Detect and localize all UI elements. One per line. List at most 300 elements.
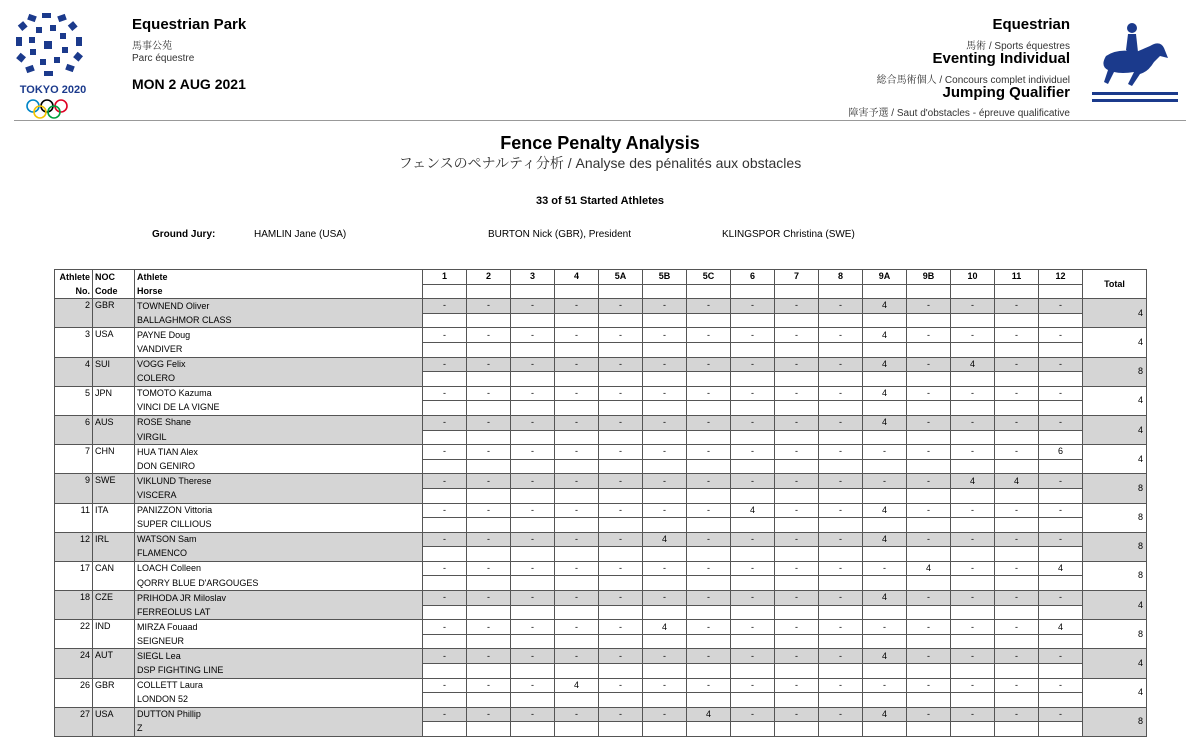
fence-penalty: - xyxy=(731,561,775,576)
fence-penalty-sub xyxy=(995,605,1039,620)
fence-penalty-sub xyxy=(511,430,555,445)
fence-penalty: 4 xyxy=(951,474,995,489)
fence-penalty-sub xyxy=(995,693,1039,708)
fence-penalty-sub xyxy=(995,401,1039,416)
fence-penalty-sub xyxy=(467,372,511,387)
report-subtitle: フェンスのペナルティ分析 / Analyse des pénalités aux obstacles xyxy=(398,155,802,171)
fence-penalty: - xyxy=(995,678,1039,693)
table-row xyxy=(55,430,1147,445)
fence-penalty: - xyxy=(775,532,819,547)
fence-penalty-sub xyxy=(775,488,819,503)
fence-penalty: - xyxy=(819,503,863,518)
event-name-translations: 総合馬術個人 / Concours complet individuel xyxy=(876,75,1070,86)
fence-penalty: - xyxy=(731,707,775,722)
fence-penalty-sub xyxy=(555,313,599,328)
fence-penalty-sub xyxy=(819,401,863,416)
athlete-name: DUTTON Phillip xyxy=(135,707,423,722)
col-fence: 9B xyxy=(907,270,951,285)
report-title: Fence Penalty Analysis xyxy=(500,133,700,153)
fence-penalty-sub xyxy=(687,372,731,387)
fence-penalty-sub xyxy=(863,401,907,416)
fence-penalty: - xyxy=(423,386,467,401)
total-penalty: 4 xyxy=(1083,591,1147,620)
fence-penalty-sub xyxy=(687,693,731,708)
fence-penalty-sub xyxy=(731,488,775,503)
table-row xyxy=(55,649,1147,664)
fence-penalty-sub xyxy=(775,430,819,445)
fence-penalty-sub xyxy=(819,605,863,620)
fence-penalty: - xyxy=(995,445,1039,460)
total-penalty: 4 xyxy=(1083,649,1147,678)
fence-penalty-sub xyxy=(467,664,511,679)
fence-penalty-sub xyxy=(951,342,995,357)
fence-penalty-sub xyxy=(423,342,467,357)
fence-penalty-sub xyxy=(511,459,555,474)
fence-penalty: - xyxy=(819,474,863,489)
horse-name: BALLAGHMOR CLASS xyxy=(135,313,423,328)
fence-penalty: - xyxy=(731,299,775,314)
fence-penalty: - xyxy=(687,445,731,460)
fence-penalty: - xyxy=(599,707,643,722)
fence-penalty: - xyxy=(423,620,467,635)
fence-penalty-sub xyxy=(1039,722,1083,737)
col-fence-sub xyxy=(555,284,599,299)
fence-penalty-sub xyxy=(511,576,555,591)
fence-penalty: - xyxy=(423,445,467,460)
fence-penalty: - xyxy=(423,299,467,314)
fence-penalty: - xyxy=(819,561,863,576)
fence-penalty: - xyxy=(1039,649,1083,664)
fence-penalty-sub xyxy=(643,722,687,737)
fence-penalty: - xyxy=(775,503,819,518)
started-athletes: 33 of 51 Started Athletes xyxy=(536,195,664,207)
fence-penalty: - xyxy=(863,620,907,635)
fence-penalty-sub xyxy=(555,430,599,445)
fence-penalty-sub xyxy=(995,634,1039,649)
fence-penalty-sub xyxy=(907,313,951,328)
fence-penalty-sub xyxy=(951,401,995,416)
fence-penalty: - xyxy=(467,386,511,401)
fence-penalty-sub xyxy=(907,459,951,474)
fence-penalty-sub xyxy=(555,693,599,708)
fence-penalty-sub xyxy=(863,459,907,474)
fence-penalty-sub xyxy=(951,722,995,737)
table-row xyxy=(55,474,1147,489)
fence-penalty-sub xyxy=(555,634,599,649)
fence-penalty: - xyxy=(555,561,599,576)
fence-penalty: - xyxy=(775,445,819,460)
fence-penalty-sub xyxy=(687,430,731,445)
fence-penalty: - xyxy=(1039,357,1083,372)
fence-penalty-sub xyxy=(687,518,731,533)
fence-penalty-sub xyxy=(819,372,863,387)
fence-penalty: - xyxy=(995,649,1039,664)
fence-penalty-sub xyxy=(907,693,951,708)
fence-penalty: - xyxy=(775,415,819,430)
fence-penalty: 4 xyxy=(731,503,775,518)
col-fence: 4 xyxy=(555,270,599,285)
fence-penalty-sub xyxy=(907,605,951,620)
fence-penalty-sub xyxy=(819,459,863,474)
fence-penalty-sub xyxy=(1039,488,1083,503)
noc-code: IRL xyxy=(93,532,135,561)
athlete-name: PRIHODA JR Miloslav xyxy=(135,591,423,606)
col-fence-sub xyxy=(687,284,731,299)
fence-penalty-sub xyxy=(951,313,995,328)
fence-penalty: - xyxy=(687,503,731,518)
fence-penalty: - xyxy=(907,620,951,635)
col-fence-sub xyxy=(467,284,511,299)
total-penalty: 4 xyxy=(1083,299,1147,328)
fence-penalty-sub xyxy=(511,342,555,357)
fence-penalty: - xyxy=(599,474,643,489)
fence-penalty-sub xyxy=(599,342,643,357)
fence-penalty: - xyxy=(775,357,819,372)
athlete-no: 18 xyxy=(55,591,93,620)
fence-penalty-sub xyxy=(555,547,599,562)
fence-penalty: - xyxy=(643,678,687,693)
fence-penalty: 4 xyxy=(863,415,907,430)
noc-code: AUT xyxy=(93,649,135,678)
fence-penalty-sub xyxy=(687,722,731,737)
fence-penalty: - xyxy=(863,561,907,576)
fence-penalty: - xyxy=(423,561,467,576)
fence-penalty: - xyxy=(819,678,863,693)
fence-penalty: 4 xyxy=(863,591,907,606)
fence-penalty-sub xyxy=(775,372,819,387)
noc-code: JPN xyxy=(93,386,135,415)
fence-penalty: - xyxy=(599,386,643,401)
table-row xyxy=(55,664,1147,679)
total-penalty: 8 xyxy=(1083,474,1147,503)
noc-code: IND xyxy=(93,620,135,649)
athlete-no: 4 xyxy=(55,357,93,386)
fence-penalty-sub xyxy=(863,342,907,357)
fence-penalty-sub xyxy=(863,547,907,562)
fence-penalty: 4 xyxy=(643,620,687,635)
athlete-no: 17 xyxy=(55,561,93,590)
fence-penalty: - xyxy=(951,620,995,635)
fence-penalty-sub xyxy=(599,459,643,474)
fence-penalty-sub xyxy=(423,547,467,562)
fence-penalty: - xyxy=(511,386,555,401)
fence-penalty-sub xyxy=(467,693,511,708)
fence-penalty: - xyxy=(995,561,1039,576)
fence-penalty: - xyxy=(555,649,599,664)
fence-penalty-sub xyxy=(511,547,555,562)
fence-penalty: - xyxy=(775,620,819,635)
fence-penalty-sub xyxy=(687,576,731,591)
fence-penalty: - xyxy=(951,591,995,606)
table-row xyxy=(55,634,1147,649)
fence-penalty: - xyxy=(511,532,555,547)
fence-penalty: - xyxy=(423,503,467,518)
fence-penalty-sub xyxy=(555,459,599,474)
fence-penalty-sub xyxy=(599,693,643,708)
phase-name-translations: 障害予選 / Saut d'obstacles - épreuve qualificative xyxy=(848,108,1070,119)
table-row xyxy=(55,299,1147,314)
fence-penalty-sub xyxy=(995,576,1039,591)
fence-penalty: - xyxy=(731,328,775,343)
fence-penalty: - xyxy=(555,532,599,547)
fence-penalty: - xyxy=(731,532,775,547)
fence-penalty-sub xyxy=(731,605,775,620)
fence-penalty: - xyxy=(819,707,863,722)
fence-penalty-sub xyxy=(467,401,511,416)
fence-penalty-sub xyxy=(863,430,907,445)
fence-penalty: - xyxy=(467,649,511,664)
horse-name: VIRGIL xyxy=(135,430,423,445)
total-penalty: 8 xyxy=(1083,707,1147,736)
fence-penalty-sub xyxy=(819,722,863,737)
athlete-no: 27 xyxy=(55,707,93,736)
fence-penalty-sub xyxy=(643,488,687,503)
fence-penalty-sub xyxy=(907,664,951,679)
fence-penalty-sub xyxy=(995,547,1039,562)
fence-penalty: - xyxy=(643,503,687,518)
noc-code: CZE xyxy=(93,591,135,620)
fence-penalty: - xyxy=(819,328,863,343)
fence-penalty: - xyxy=(1039,328,1083,343)
col-fence-sub xyxy=(599,284,643,299)
total-penalty: 8 xyxy=(1083,532,1147,561)
fence-penalty: - xyxy=(643,415,687,430)
fence-penalty-sub xyxy=(643,576,687,591)
fence-penalty-sub xyxy=(775,722,819,737)
col-fence: 7 xyxy=(775,270,819,285)
fence-penalty-sub xyxy=(467,518,511,533)
fence-penalty-sub xyxy=(863,518,907,533)
table-row xyxy=(55,678,1147,693)
noc-code: CHN xyxy=(93,445,135,474)
table-row xyxy=(55,401,1147,416)
fence-penalty: - xyxy=(819,649,863,664)
fence-penalty-sub xyxy=(511,313,555,328)
fence-penalty-sub xyxy=(1039,693,1083,708)
fence-penalty-sub xyxy=(995,722,1039,737)
fence-penalty: - xyxy=(599,445,643,460)
fence-penalty-sub xyxy=(467,430,511,445)
fence-penalty-sub xyxy=(467,342,511,357)
fence-penalty-sub xyxy=(819,576,863,591)
noc-code: SWE xyxy=(93,474,135,503)
fence-penalty-sub xyxy=(995,459,1039,474)
header-row xyxy=(55,284,1147,299)
fence-penalty-sub xyxy=(423,722,467,737)
fence-penalty-sub xyxy=(731,576,775,591)
fence-penalty: - xyxy=(819,620,863,635)
col-fence: 5B xyxy=(643,270,687,285)
fence-penalty-sub xyxy=(819,430,863,445)
col-fence: 10 xyxy=(951,270,995,285)
athlete-name: SIEGL Lea xyxy=(135,649,423,664)
fence-penalty-sub xyxy=(599,547,643,562)
col-noc-code: NOC xyxy=(93,270,135,285)
table-row xyxy=(55,547,1147,562)
fence-penalty: - xyxy=(687,357,731,372)
fence-penalty: - xyxy=(1039,591,1083,606)
fence-penalty: - xyxy=(555,591,599,606)
fence-penalty: - xyxy=(775,649,819,664)
fence-penalty-sub xyxy=(819,488,863,503)
fence-penalty-sub xyxy=(819,342,863,357)
venue-name: Equestrian Park xyxy=(132,16,247,33)
fence-penalty-sub xyxy=(599,634,643,649)
col-fence-sub xyxy=(511,284,555,299)
fence-penalty: - xyxy=(687,415,731,430)
fence-penalty-sub xyxy=(1039,401,1083,416)
fence-penalty: - xyxy=(995,357,1039,372)
fence-penalty: - xyxy=(467,474,511,489)
fence-penalty: - xyxy=(511,503,555,518)
athlete-no: 5 xyxy=(55,386,93,415)
fence-penalty: - xyxy=(951,678,995,693)
fence-penalty: - xyxy=(511,328,555,343)
fence-penalty: - xyxy=(907,357,951,372)
fence-penalty: 4 xyxy=(907,561,951,576)
fence-penalty-sub xyxy=(863,488,907,503)
fence-penalty-sub xyxy=(643,401,687,416)
fence-penalty-table xyxy=(54,269,1147,737)
fence-penalty: - xyxy=(643,474,687,489)
fence-penalty-sub xyxy=(1039,459,1083,474)
horse-name: SUPER CILLIOUS xyxy=(135,518,423,533)
athlete-no: 12 xyxy=(55,532,93,561)
athlete-name: ROSE Shane xyxy=(135,415,423,430)
ground-jury-label: Ground Jury: xyxy=(152,229,216,240)
fence-penalty-sub xyxy=(731,722,775,737)
fence-penalty: - xyxy=(951,328,995,343)
fence-penalty-sub xyxy=(1039,547,1083,562)
fence-penalty: - xyxy=(995,503,1039,518)
fence-penalty-sub xyxy=(423,459,467,474)
noc-code: SUI xyxy=(93,357,135,386)
total-penalty: 4 xyxy=(1083,386,1147,415)
total-penalty: 4 xyxy=(1083,445,1147,474)
fence-penalty: - xyxy=(907,474,951,489)
fence-penalty: - xyxy=(951,649,995,664)
fence-penalty: - xyxy=(599,415,643,430)
fence-penalty: - xyxy=(511,591,555,606)
fence-penalty: - xyxy=(995,299,1039,314)
fence-penalty: - xyxy=(1039,386,1083,401)
fence-penalty-sub xyxy=(643,430,687,445)
tokyo-2020-logo xyxy=(14,13,92,123)
fence-penalty: - xyxy=(951,503,995,518)
fence-penalty: - xyxy=(599,620,643,635)
sport-name-translations: 馬術 / Sports équestres xyxy=(966,41,1070,52)
fence-penalty-sub xyxy=(731,664,775,679)
table-row xyxy=(55,342,1147,357)
noc-code: GBR xyxy=(93,299,135,328)
col-fence: 6 xyxy=(731,270,775,285)
fence-penalty-sub xyxy=(731,342,775,357)
fence-penalty: - xyxy=(731,415,775,430)
col-fence: 3 xyxy=(511,270,555,285)
fence-penalty-sub xyxy=(907,722,951,737)
fence-penalty: 4 xyxy=(863,503,907,518)
fence-penalty-sub xyxy=(995,488,1039,503)
phase-name: Jumping Qualifier xyxy=(942,84,1070,101)
fence-penalty: - xyxy=(467,503,511,518)
fence-penalty: - xyxy=(1039,532,1083,547)
fence-penalty: - xyxy=(907,707,951,722)
col-fence-sub xyxy=(775,284,819,299)
fence-penalty-sub xyxy=(1039,342,1083,357)
fence-penalty: - xyxy=(995,532,1039,547)
fence-penalty: - xyxy=(1039,707,1083,722)
fence-penalty-sub xyxy=(599,576,643,591)
fence-penalty-sub xyxy=(863,722,907,737)
col-total: Total xyxy=(1083,270,1147,299)
fence-penalty-sub xyxy=(951,664,995,679)
fence-penalty: - xyxy=(819,445,863,460)
fence-penalty: - xyxy=(731,649,775,664)
fence-penalty: - xyxy=(555,415,599,430)
fence-penalty-sub xyxy=(907,488,951,503)
fence-penalty: - xyxy=(951,445,995,460)
fence-penalty: - xyxy=(687,649,731,664)
fence-penalty-sub xyxy=(863,313,907,328)
venue-name-fr: Parc équestre xyxy=(132,53,195,64)
fence-penalty-sub xyxy=(995,430,1039,445)
fence-penalty: - xyxy=(951,299,995,314)
fence-penalty-sub xyxy=(863,605,907,620)
fence-penalty: - xyxy=(1039,503,1083,518)
fence-penalty: - xyxy=(775,707,819,722)
col-noc-code: Code xyxy=(93,284,135,299)
fence-penalty-sub xyxy=(995,342,1039,357)
fence-penalty: - xyxy=(907,503,951,518)
col-fence: 5A xyxy=(599,270,643,285)
fence-penalty-sub xyxy=(819,518,863,533)
jury-member: HAMLIN Jane (USA) xyxy=(254,229,347,240)
fence-penalty: - xyxy=(643,357,687,372)
venue-name-ja: 馬事公苑 xyxy=(132,41,172,52)
fence-penalty-sub xyxy=(951,634,995,649)
fence-penalty: - xyxy=(643,591,687,606)
horse-name: FLAMENCO xyxy=(135,547,423,562)
col-fence-sub xyxy=(423,284,467,299)
eventing-pictogram-icon xyxy=(1088,22,1182,106)
header-divider xyxy=(14,120,1186,121)
fence-penalty-sub xyxy=(555,605,599,620)
fence-penalty-sub xyxy=(819,634,863,649)
col-fence-sub xyxy=(1039,284,1083,299)
col-fence: 9A xyxy=(863,270,907,285)
fence-penalty-sub xyxy=(687,634,731,649)
fence-penalty-sub xyxy=(555,722,599,737)
fence-penalty: - xyxy=(951,386,995,401)
total-penalty: 8 xyxy=(1083,561,1147,590)
fence-penalty: - xyxy=(423,532,467,547)
fence-penalty-sub xyxy=(731,518,775,533)
fence-penalty-sub xyxy=(863,634,907,649)
fence-penalty-sub xyxy=(467,313,511,328)
fence-penalty-sub xyxy=(775,518,819,533)
fence-penalty-sub xyxy=(775,313,819,328)
fence-penalty: - xyxy=(775,328,819,343)
fence-penalty: - xyxy=(555,386,599,401)
fence-penalty-sub xyxy=(775,634,819,649)
fence-penalty-sub xyxy=(599,313,643,328)
fence-penalty: - xyxy=(511,561,555,576)
table-row xyxy=(55,357,1147,372)
fence-penalty-sub xyxy=(863,372,907,387)
fence-penalty-sub xyxy=(599,518,643,533)
fence-penalty-sub xyxy=(599,664,643,679)
fence-penalty-sub xyxy=(423,430,467,445)
